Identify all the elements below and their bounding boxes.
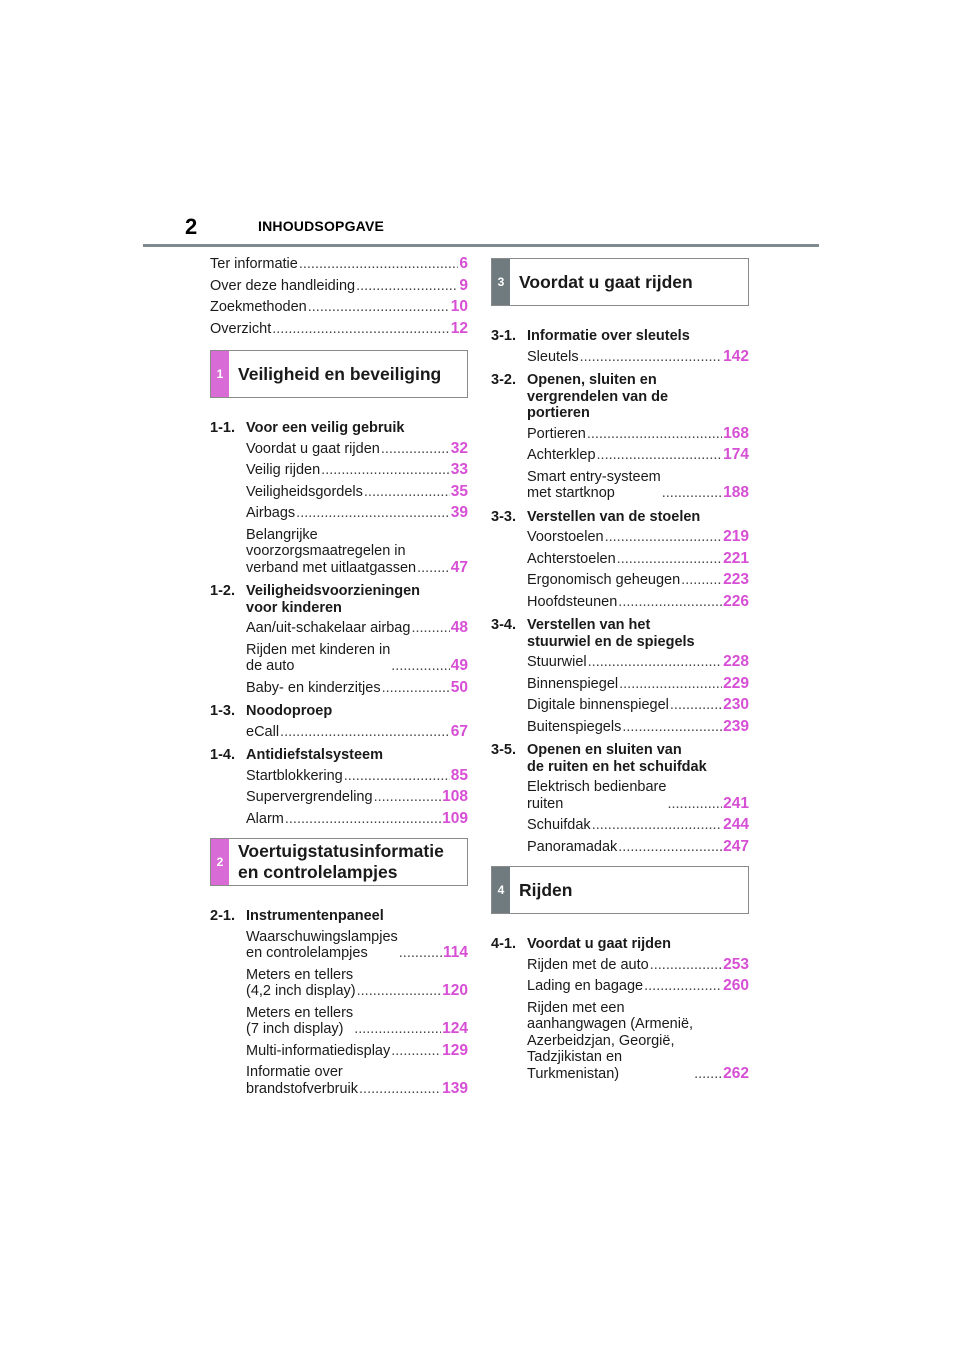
section-heading[interactable]: 1-3. Noodoproep [210, 703, 333, 719]
dot-leader [382, 680, 450, 697]
toc-entry[interactable]: Veilig rijden ..... 33 [246, 460, 468, 482]
toc-entry[interactable]: Portieren ..... 168 [527, 424, 749, 446]
chapter-1-banner[interactable] [210, 350, 468, 398]
chapter-4-banner[interactable] [491, 866, 749, 914]
toc-entry[interactable]: Digitale binnenspiegel ..... 230 [527, 695, 749, 717]
page-link[interactable]: 247 [723, 837, 749, 855]
dot-leader [619, 676, 722, 693]
chapter-title: Voertuigstatusinformatie en controlelampjes [238, 841, 444, 882]
page-number: 2 [185, 214, 198, 239]
dot-leader [417, 560, 450, 577]
section-heading[interactable]: 1-1. Voor een veilig gebruik [210, 420, 405, 436]
page-link[interactable]: 35 [450, 482, 468, 500]
dot-leader [357, 983, 442, 1000]
page-link[interactable]: 230 [723, 696, 749, 713]
page-link[interactable]: 120 [442, 982, 468, 999]
dot-leader [344, 768, 450, 785]
toc-entry[interactable]: Lading en bagage ..... 260 [527, 976, 749, 998]
toc-entry[interactable]: Schuifdak ..... 244 [527, 815, 749, 837]
page-link[interactable]: 219 [723, 528, 749, 545]
page-link[interactable]: 223 [723, 571, 749, 588]
page-link[interactable]: 260 [723, 977, 749, 994]
intro-list [210, 254, 468, 340]
dot-leader [391, 658, 449, 675]
chapter-3-banner[interactable] [491, 258, 749, 306]
toc-entry[interactable]: Ergonomisch geheugen ..... 223 [527, 570, 749, 592]
toc-entry[interactable]: Achterstoelen ..... 221 [527, 549, 749, 571]
header-rule [143, 244, 819, 247]
toc-entry[interactable]: Belangrijke voorzorgsmaatregelen in verband met uitlaatgassen ..... 47 [246, 525, 468, 580]
toc-entry[interactable]: Panoramadak ..... 247 [527, 837, 749, 859]
page-link[interactable]: 9 [459, 276, 468, 294]
page-link[interactable]: 47 [450, 558, 468, 576]
chapter-number-tab: 3 [492, 259, 510, 305]
toc-entry[interactable]: Binnenspiegel ..... 229 [527, 674, 749, 696]
dot-leader [359, 1081, 441, 1098]
section-heading[interactable]: 2-1. Instrumentenpaneel [210, 908, 384, 924]
chapter-number-tab: 1 [211, 351, 229, 397]
dot-leader [670, 697, 722, 714]
dot-leader [592, 817, 722, 834]
page-link[interactable]: 109 [442, 809, 468, 827]
toc-entry[interactable]: Startblokkering ..... 85 [246, 766, 468, 788]
page-link[interactable]: 33 [450, 461, 468, 478]
page-link[interactable]: 67 [450, 722, 468, 740]
dot-leader [597, 447, 723, 464]
page-link[interactable]: 142 [723, 347, 749, 365]
dot-leader [296, 505, 450, 522]
page-link[interactable]: 139 [442, 1079, 468, 1097]
page-link[interactable]: 174 [723, 446, 749, 463]
toc-entry[interactable]: Alarm ..... 109 [246, 809, 468, 831]
page-link[interactable]: 49 [450, 657, 468, 674]
toc-entry[interactable]: Airbags ..... 39 [246, 503, 468, 525]
toc-entry[interactable]: Rijden met kinderen in de auto ..... 49 [246, 640, 468, 678]
toc-entry[interactable]: Rijden met de auto ..... 253 [527, 955, 749, 977]
page-link[interactable]: 229 [723, 674, 749, 692]
dot-leader [588, 654, 722, 671]
section-heading[interactable]: 3-4. Verstellen van het stuurwiel en de spiegels [491, 617, 695, 650]
page-link[interactable]: 262 [723, 1064, 749, 1082]
page-link[interactable]: 226 [723, 592, 749, 610]
dot-leader [694, 1066, 722, 1083]
dot-leader [662, 485, 722, 502]
dot-leader [354, 1021, 441, 1038]
section-heading[interactable]: 3-2. Openen, sluiten en vergrendelen van de portieren [491, 372, 669, 421]
dot-leader [272, 321, 450, 338]
chapter-title: Rijden [519, 879, 573, 900]
toc-entry[interactable]: Buitenspiegels ..... 239 [527, 717, 749, 739]
dot-leader [374, 789, 442, 806]
dot-leader [299, 256, 459, 273]
toc-entry[interactable]: Smart entry-systeem met startknop ..... 188 [527, 467, 749, 505]
dot-leader [650, 957, 722, 974]
section-heading[interactable]: 1-2. Veiligheidsvoorzieningen voor kinderen [210, 583, 421, 616]
dot-leader [622, 719, 722, 736]
toc-left-column [210, 254, 468, 1100]
toc-entry[interactable]: Voorstoelen ..... 219 [527, 527, 749, 549]
dot-leader [411, 620, 449, 637]
page-link[interactable]: 6 [459, 255, 468, 272]
toc-entry[interactable]: Supervergrendeling ..... 108 [246, 787, 468, 809]
chapter-title: Veiligheid en beveiliging [238, 363, 442, 384]
page-link[interactable]: 114 [442, 944, 468, 961]
dot-leader [364, 484, 450, 501]
dot-leader [618, 594, 722, 611]
chapter-number-tab: 2 [211, 839, 229, 885]
page-link[interactable]: 168 [723, 424, 749, 442]
toc-entry[interactable]: Hoofdsteunen ..... 226 [527, 592, 749, 614]
toc-entry[interactable]: Ter informatie ..... 6 [210, 254, 468, 276]
dot-leader [280, 724, 450, 741]
page-link[interactable]: 85 [450, 766, 468, 784]
toc-entry[interactable]: eCall ..... 67 [246, 722, 468, 744]
chapter-title: Voordat u gaat rijden [519, 271, 693, 292]
toc-right-column [491, 258, 749, 1085]
dot-leader [321, 462, 450, 479]
toc-entry[interactable]: Over deze handleiding ..... 9 [210, 276, 468, 298]
dot-leader [605, 529, 723, 546]
dot-leader [381, 441, 450, 458]
toc-entry[interactable]: Elektrisch bedienbare ruiten ..... 241 [527, 777, 749, 815]
page-link[interactable]: 188 [723, 484, 749, 501]
toc-entry[interactable]: Stuurwiel ..... 228 [527, 652, 749, 674]
toc-entry[interactable]: Voordat u gaat rijden ..... 32 [246, 439, 468, 461]
toc-entry[interactable]: Sleutels ..... 142 [527, 347, 749, 369]
chapter-2-banner[interactable] [210, 838, 468, 886]
page-link[interactable]: 228 [723, 653, 749, 670]
dot-leader [399, 945, 442, 962]
dot-leader [391, 1043, 441, 1060]
page-link[interactable]: 221 [723, 549, 749, 567]
section-heading[interactable]: 3-5. Openen en sluiten van de ruiten en het schuifdak [491, 742, 707, 775]
page-link[interactable]: 108 [442, 788, 468, 805]
page-link[interactable]: 124 [442, 1020, 468, 1037]
toc-entry[interactable]: Informatie over brandstofverbruik ..... 139 [246, 1062, 468, 1100]
dot-leader [587, 426, 722, 443]
section-heading[interactable]: 1-4. Antidiefstalsysteem [210, 747, 383, 763]
dot-leader [618, 839, 722, 856]
toc-entry[interactable]: Veiligheidsgordels ..... 35 [246, 482, 468, 504]
page-link[interactable]: 129 [442, 1041, 468, 1059]
page-link[interactable]: 50 [450, 678, 468, 696]
page-link[interactable]: 12 [450, 319, 468, 337]
dot-leader [617, 551, 722, 568]
dot-leader [681, 572, 722, 589]
chapter-number-tab: 4 [492, 867, 510, 913]
toc-entry[interactable]: Waarschuwingslampjes en controlelampjes ..... 114 [246, 927, 468, 965]
toc-entry[interactable]: Baby- en kinderzitjes ..... 50 [246, 678, 468, 700]
toc-entry[interactable]: Meters en tellers (7 inch display) ..... 124 [246, 1003, 468, 1041]
dot-leader [308, 299, 450, 316]
toc-entry[interactable]: Aan/uit-schakelaar airbag ..... 48 [246, 618, 468, 640]
page-link[interactable]: 244 [723, 816, 749, 833]
dot-leader [667, 796, 722, 813]
section-heading[interactable]: 3-3. Verstellen van de stoelen [491, 508, 701, 525]
page-link[interactable]: 241 [723, 794, 749, 812]
toc-entry[interactable]: Multi-informatiedisplay ..... 129 [246, 1041, 468, 1063]
page-link[interactable]: 10 [450, 298, 468, 315]
page-link[interactable]: 253 [723, 955, 749, 973]
dot-leader [644, 978, 722, 995]
page-link[interactable]: 39 [450, 504, 468, 521]
toc-entry[interactable]: Rijden met een aanhangwagen (Armenië, Azerbeidzjan, Georgië, Tadzjikistan en Turkmenistan) ..... 262 [527, 998, 749, 1086]
page-link[interactable]: 239 [723, 717, 749, 735]
section-heading[interactable]: 4-1. Voordat u gaat rijden [491, 936, 671, 952]
page-header-title: INHOUDSOPGAVE [258, 218, 385, 234]
toc-entry[interactable]: Achterklep ..... 174 [527, 445, 749, 467]
dot-leader [580, 349, 723, 366]
dot-leader [285, 811, 441, 828]
section-heading[interactable]: 3-1. Informatie over sleutels [491, 328, 690, 344]
toc-entry[interactable]: Zoekmethoden ..... 10 [210, 297, 468, 319]
toc-entry[interactable]: Meters en tellers (4,2 inch display) ..... 120 [246, 965, 468, 1003]
dot-leader [356, 278, 458, 295]
toc-entry[interactable]: Overzicht ..... 12 [210, 319, 468, 341]
page-link[interactable]: 32 [450, 439, 468, 457]
page-link[interactable]: 48 [450, 619, 468, 636]
